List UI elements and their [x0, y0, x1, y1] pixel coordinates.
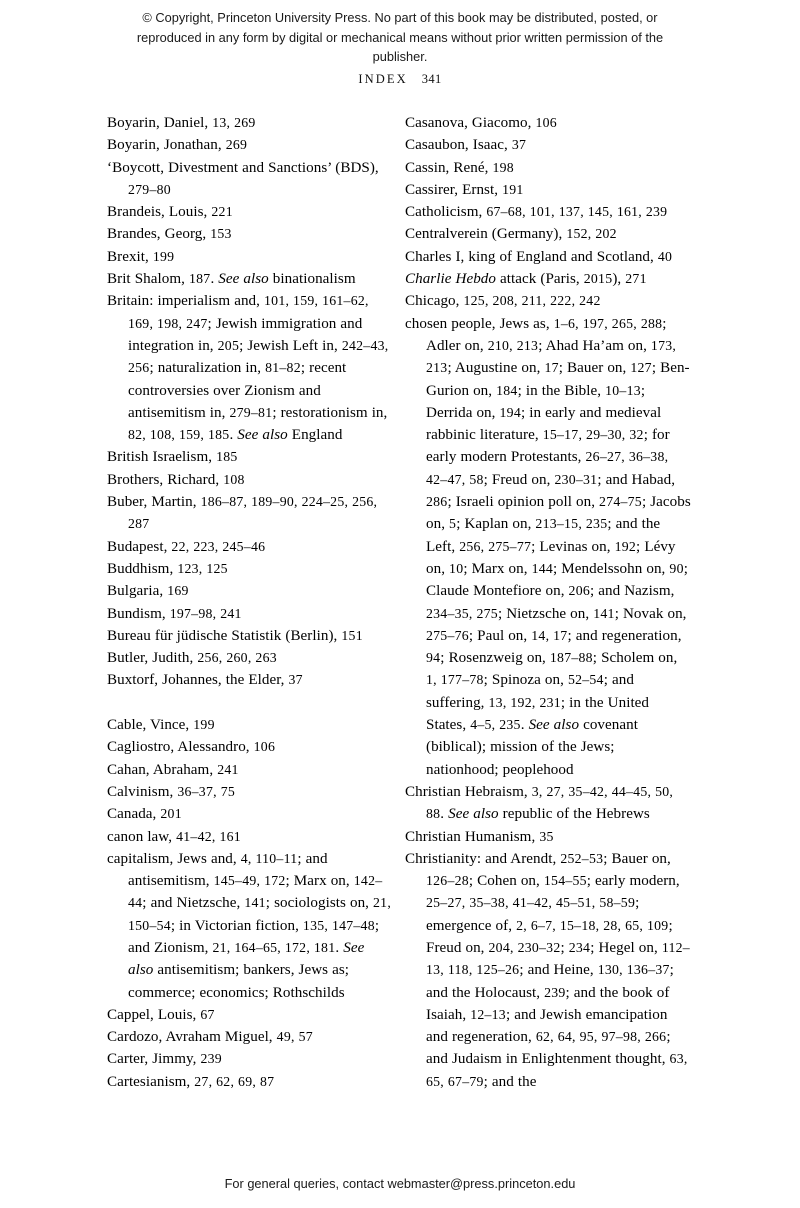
index-entry: Canada, 201 [107, 806, 182, 823]
index-entry: Cagliostro, Alessandro, 106 [107, 739, 276, 756]
index-entry: Cable, Vince, 199 [107, 717, 215, 734]
index-entry: Brit Shalom, 187. See also binationalism [107, 271, 356, 288]
index-entry: Cappel, Louis, 67 [107, 1006, 215, 1023]
index-entry: Christianity: and Arendt, 252–53; Bauer on, 126–28; Cohen on, 154–55; early modern, 25–27, 35–38, 41–42, 45–51, 58–59; emergence of, 2, 6–7, 15–18, 28, 65, 109; Freud on, 204, 230–32; 234; Hegel on, 112–13, 118, 125–26; and Heine, 130, 136–37; and the Holocaust, 239; and the book of Isaiah, 12–13; and Jewish emancipation and regeneration, 62, 64, 95, 97–98, 266; and Judaism in Enlightenment thought, 63, 65, 67–79; and the [405, 850, 690, 1090]
index-entry: Bureau für jüdische Statistik (Berlin), 151 [107, 627, 363, 644]
index-entry: Cartesianism, 27, 62, 69, 87 [107, 1073, 275, 1090]
index-entry: Boyarin, Jonathan, 269 [107, 137, 248, 154]
index-entry: Chicago, 125, 208, 211, 222, 242 [405, 293, 601, 310]
index-entry: Christian Hebraism, 3, 27, 35–42, 44–45, 50, 88. See also republic of the Hebrews [405, 783, 674, 823]
index-entry: Cassin, René, 198 [405, 159, 514, 176]
index-entry: Buddhism, 123, 125 [107, 560, 228, 577]
index-entry: Boyarin, Daniel, 13, 269 [107, 115, 256, 131]
index-entry: Christian Humanism, 35 [405, 828, 554, 845]
index-column-right [405, 112, 691, 1093]
index-entry: Brandeis, Louis, 221 [107, 204, 233, 221]
index-entry: Casanova, Giacomo, 106 [405, 115, 557, 131]
index-entry: canon law, 41–42, 161 [107, 828, 241, 845]
index-entry: Cassirer, Ernst, 191 [405, 181, 524, 198]
index-entry: Calvinism, 36–37, 75 [107, 783, 235, 800]
index-body [0, 112, 800, 1092]
index-entry: Charles I, king of England and Scotland, 40 [405, 248, 673, 265]
index-entry: ‘Boycott, Divestment and Sanctions’ (BDS), 279–80 [107, 159, 379, 197]
page-folio: 341 [421, 72, 442, 86]
index-entry: Centralverein (Germany), 152, 202 [405, 226, 617, 243]
running-head-label: INDEX [358, 72, 408, 86]
index-entry: Budapest, 22, 223, 245–46 [107, 538, 266, 555]
index-entry: Carter, Jimmy, 239 [107, 1051, 222, 1068]
footer-notice-text: For general queries, contact webmaster@press.princeton.edu [224, 1176, 576, 1191]
index-entry: Brexit, 199 [107, 248, 175, 265]
index-entry: Brothers, Richard, 108 [107, 471, 245, 488]
footer-notice [0, 1176, 800, 1191]
index-entry: Bundism, 197–98, 241 [107, 605, 242, 622]
index-entry: Cahan, Abraham, 241 [107, 761, 239, 778]
index-entry: Cardozo, Avraham Miguel, 49, 57 [107, 1029, 313, 1046]
index-entry: Britain: imperialism and, 101, 159, 161–62, 169, 198, 247; Jewish immigration and integration in, 205; Jewish Left in, 242–43, 256; naturalization in, 81–82; recent controversies over Zionism and antisemitism in, 279–81; restorationism in, 82, 108, 159, 185. See also England [107, 293, 389, 444]
index-entry: Buxtorf, Johannes, the Elder, 37 [107, 672, 303, 689]
index-entry: capitalism, Jews and, 4, 110–11; and antisemitism, 145–49, 172; Marx on, 142–44; and Nietzsche, 141; sociologists on, 21, 150–54; in Victorian fiction, 135, 147–48; and Zionism, 21, 164–65, 172, 181. See also antisemitism; bankers, Jews as; commerce; economics; Rothschilds [107, 850, 392, 1001]
index-entry: Catholicism, 67–68, 101, 137, 145, 161, 239 [405, 204, 668, 221]
copyright-notice-text: © Copyright, Princeton University Press. No part of this book may be distributed, posted, or reproduced in any form by digital or mechanical means without prior written permission of the publisher. [136, 10, 664, 64]
index-entry: Brandes, Georg, 153 [107, 226, 232, 243]
copyright-notice [0, 8, 800, 67]
index-entry: Buber, Martin, 186–87, 189–90, 224–25, 256, 287 [107, 494, 378, 532]
index-entry: chosen people, Jews as, 1–6, 197, 265, 288; Adler on, 210, 213; Ahad Ha’am on, 173, 213; Augustine on, 17; Bauer on, 127; Ben-Gurion on, 184; in the Bible, 10–13; Derrida on, 194; in early and medieval rabbinic literature, 15–17, 29–30, 32; for early modern Protestants, 26–27, 36–38, 42–47, 58; Freud on, 230–31; and Habad, 286; Israeli opinion poll on, 274–75; Jacobs on, 5; Kaplan on, 213–15, 235; and the Left, 256, 275–77; Levinas on, 192; Lévy on, 10; Marx on, 144; Mendelssohn on, 90; Claude Montefiore on, 206; and Nazism, 234–35, 275; Nietzsche on, 141; Novak on, 275–76; Paul on, 14, 17; and regeneration, 94; Rosenzweig on, 187–88; Scholem on, 1, 177–78; Spinoza on, 52–54; and suffering, 13, 192, 231; in the United States, 4–5, 235. See also covenant (biblical); mission of the Jews; nationhood; peoplehood [405, 315, 691, 778]
index-entry: Charlie Hebdo attack (Paris, 2015), 271 [405, 271, 647, 288]
index-entry: British Israelism, 185 [107, 449, 238, 466]
index-entry: Butler, Judith, 256, 260, 263 [107, 650, 277, 667]
index-column-left [107, 112, 393, 1093]
index-entry: Casaubon, Isaac, 37 [405, 137, 527, 154]
index-entry: Bulgaria, 169 [107, 583, 189, 600]
running-head [0, 72, 800, 87]
